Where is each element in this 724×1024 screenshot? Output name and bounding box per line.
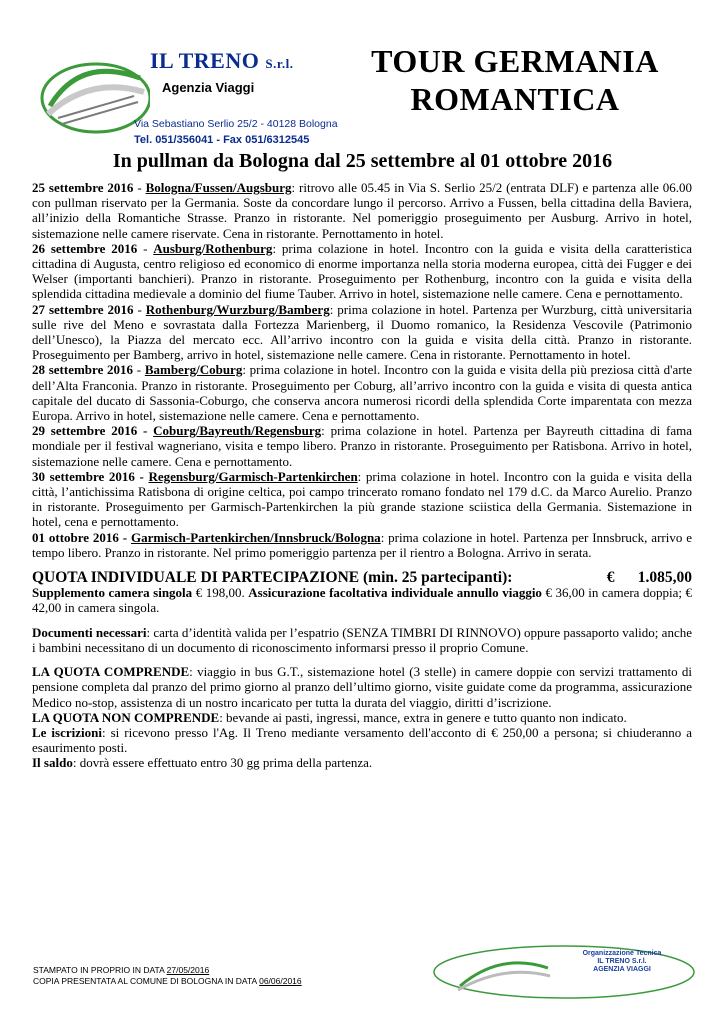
day-separator: - [137, 240, 154, 256]
day-paragraph [32, 302, 692, 363]
day-route: Bamberg/Coburg [144, 362, 243, 378]
balance-paragraph [32, 755, 692, 770]
includes-paragraph [32, 664, 692, 710]
title-line-1: TOUR GERMANIA [371, 43, 659, 79]
supplement-label: Supplemento camera singola [32, 585, 193, 601]
balance-label: Il saldo [32, 755, 73, 771]
footer-line-copy [33, 976, 302, 987]
footer-logo-line-2: IL TRENO S.r.l. [597, 958, 647, 965]
day-description: : prima colazione in hotel. Incontro con la guida e visita della più preziosa città d'arte dell’Alta Franconia. Pranzo in ristorante. Proseguimento per Coburg, all’arrivo incontro con la guida e visita di questa antica capitale del ducato di Sassonia-Coburgo, che conserva ancora numerosi ricordi della splendida Corte imparentata con mezza Europa. Arrivo in hotel, sistemazione nelle camere. Cena e pernottamento. [32, 362, 692, 424]
logo-address: Via Sebastiano Serlio 25/2 - 40128 Bologna [134, 118, 338, 130]
day-separator: - [134, 468, 149, 484]
day-separator: - [137, 423, 154, 439]
company-logo [40, 36, 338, 146]
logo-name: IL TRENO S.r.l. [150, 48, 294, 73]
day-date: 29 settembre 2016 [32, 423, 138, 439]
documents-text: : carta d’identità valida per l’espatrio (SENZA TIMBRI DI RINNOVO) oppure passaporto valido; anche i bambini necessitano di un documento di riconoscimento informarsi presso il proprio Comune. [32, 624, 692, 655]
day-route: Garmisch-Partenkirchen/Innsbruck/Bologna [131, 529, 381, 545]
enrollment-label: Le iscrizioni [32, 724, 102, 740]
footer-logo-text [552, 950, 692, 974]
excludes-paragraph [32, 710, 692, 725]
header [30, 28, 700, 148]
footer-logo [430, 942, 698, 1002]
enrollment-text: : si ricevono presso l'Ag. Il Treno mediante versamento dell'acconto di € 250,00 a persona; si chiuderanno a esaurimento posti. [32, 724, 692, 756]
itinerary-days [32, 180, 692, 560]
day-route: Rothenburg/Wurzburg/Bamberg [145, 301, 330, 317]
logo-agency: Agenzia Viaggi [162, 80, 255, 95]
day-date: 28 settembre 2016 [32, 362, 134, 378]
supplement-price: € 198,00. [192, 585, 249, 601]
day-description: : prima colazione in hotel. Incontro con la guida e visita della città, l’antichissima Ratisbona di origine celtica, poi campo trincerato romano fondato nel 179 d.C. da Marco Aurelio. Pranzo in ristorante. Proseguimento per Garmisch-Partenkirchen la più grande stazione sciistica della Germania. Sistemazione in hotel, cena e pernottamento. [32, 468, 692, 530]
day-paragraph [32, 362, 692, 423]
day-description: : prima colazione in hotel. Partenza per Innsbruck, arrivo e tempo libero. Pranzo in ristorante. Nel primo pomeriggio partenza per il rientro a Bologna. Arrivo in serata. [32, 529, 692, 560]
day-description: : prima colazione in hotel. Partenza per Wurzburg, città universitaria sulle rive del Meno e sovrastata dalla Fortezza Marienberg, il Duomo romanico, la Residenza Vescovile (Patrimonio dell’Unesco), la Piazza del mercato ecc. All’arrivo incontro con la guida e visita della città. Pranzo in ristorante. Proseguimento per Bamberg, arrivo in hotel, sistemazione nelle camere. Cena in ristorante. Pernottamento in hotel. [32, 301, 692, 363]
day-route: Coburg/Bayreuth/Regensburg [153, 423, 322, 439]
quota-price [607, 570, 692, 585]
insurance-price: € 36,00 in camera doppia; € 42,00 in camera singola. [32, 585, 692, 616]
copy-date: 06/06/2016 [259, 976, 302, 986]
footer-line-printed [33, 965, 302, 976]
footer-logo-line-3: AGENZIA VIAGGI [593, 966, 651, 973]
day-route: Bologna/Fussen/Augsburg [145, 180, 292, 195]
footer-logo-line-1: Organizzazione Tecnica [582, 950, 662, 957]
itinerary-body [32, 180, 692, 771]
printed-label: STAMPATO IN PROPRIO IN DATA [33, 965, 167, 975]
quota-label: QUOTA INDIVIDUALE DI PARTECIPAZIONE (min. 25 partecipanti): [32, 569, 513, 587]
day-separator: - [133, 180, 146, 195]
logo-phones: Tel. 051/356041 - Fax 051/6312545 [134, 134, 310, 146]
includes-label: LA QUOTA COMPRENDE [32, 664, 190, 680]
day-description: : prima colazione in hotel. Partenza per Bayreuth cittadina di fama mondiale per il festival wagneriano, visita e tempo libero. Pranzo in ristorante. Proseguimento per Ratisbona. Arrivo in hotel, sistemazione nelle camere. Cena e pernottamento. [32, 423, 692, 469]
quota-line [32, 570, 692, 585]
day-separator: - [118, 529, 131, 545]
supplement-paragraph [32, 585, 692, 615]
excludes-label: LA QUOTA NON COMPRENDE [32, 709, 220, 725]
quota-currency: € [606, 569, 615, 587]
day-paragraph [32, 241, 692, 302]
day-route: Ausburg/Rothenburg [153, 240, 273, 256]
documents-paragraph [32, 625, 692, 655]
day-paragraph [32, 423, 692, 469]
title-line-2: ROMANTICA [410, 81, 620, 117]
day-description: : prima colazione in hotel. Incontro con la guida e visita della caratteristica cittadina di Augusta, centro religioso ed economico di enorme importanza nella storia moderna europea, città dei Fugger e dei Welser (importanti banchieri). Pranzo in ristorante. Proseguimento per Rothenburg, incontro con la guida e visita della splendida cittadina medievale a dominio del fiume Tauber. Arrivo in hotel, sistemazione nelle camere. Cena e pernottamento. [32, 240, 692, 302]
print-footer [33, 965, 302, 987]
day-route: Regensburg/Garmisch-Partenkirchen [148, 468, 358, 484]
day-date: 27 settembre 2016 [32, 301, 134, 317]
includes-text: : viaggio in bus G.T., sistemazione hotel (3 stelle) in camere doppie con servizi trattamento di pensione completa dal pranzo del primo giorno al pranzo dell’ultimo giorno, visite guidate come da programma, assicurazione Medico no-stop, assistenza di un nostro incaricato per tutta la durata del viaggio, diritti d’iscrizione. [32, 664, 692, 710]
subtitle: In pullman da Bologna dal 25 settembre al 01 ottobre 2016 [112, 150, 613, 172]
page-title [330, 42, 700, 118]
day-date: 26 settembre 2016 [32, 240, 138, 256]
documents-label: Documenti necessari [32, 624, 147, 640]
excludes-text: : bevande ai pasti, ingressi, mance, extra in genere e tutto quanto non indicato. [219, 709, 627, 725]
enrollment-paragraph [32, 725, 692, 755]
day-separator: - [133, 301, 146, 317]
printed-date: 27/05/2016 [166, 965, 210, 975]
balance-text: : dovrà essere effettuato entro 30 gg prima della partenza. [72, 755, 373, 771]
quota-amount: 1.085,00 [637, 569, 692, 587]
copy-label: COPIA PRESENTATA AL COMUNE DI BOLOGNA IN DATA [33, 976, 260, 986]
day-paragraph [32, 530, 692, 560]
insurance-label: Assicurazione facoltativa individuale annullo viaggio [248, 585, 542, 601]
day-date: 30 settembre 2016 [32, 468, 135, 484]
day-description: : ritrovo alle 05.45 in Via S. Serlio 25/2 (entrata DLF) e partenza alle 06.00 con pullman riservato per la Germania. Soste da concordare lungo il percorso. Arrivo a Fussen, bella cittadina della Baviera, all’inizio della Romantiche Strasse. Pranzo in ristorante. Nel pomeriggio proseguimento per Ausburg. Arrivo in hotel, sistemazione nelle camere riservate. Cena in ristorante. Pernottamento in hotel. [32, 180, 692, 241]
day-paragraph [32, 180, 692, 241]
day-paragraph [32, 469, 692, 530]
day-date: 25 settembre 2016 [32, 180, 134, 195]
day-separator: - [133, 362, 145, 378]
day-date: 01 ottobre 2016 [32, 529, 119, 545]
